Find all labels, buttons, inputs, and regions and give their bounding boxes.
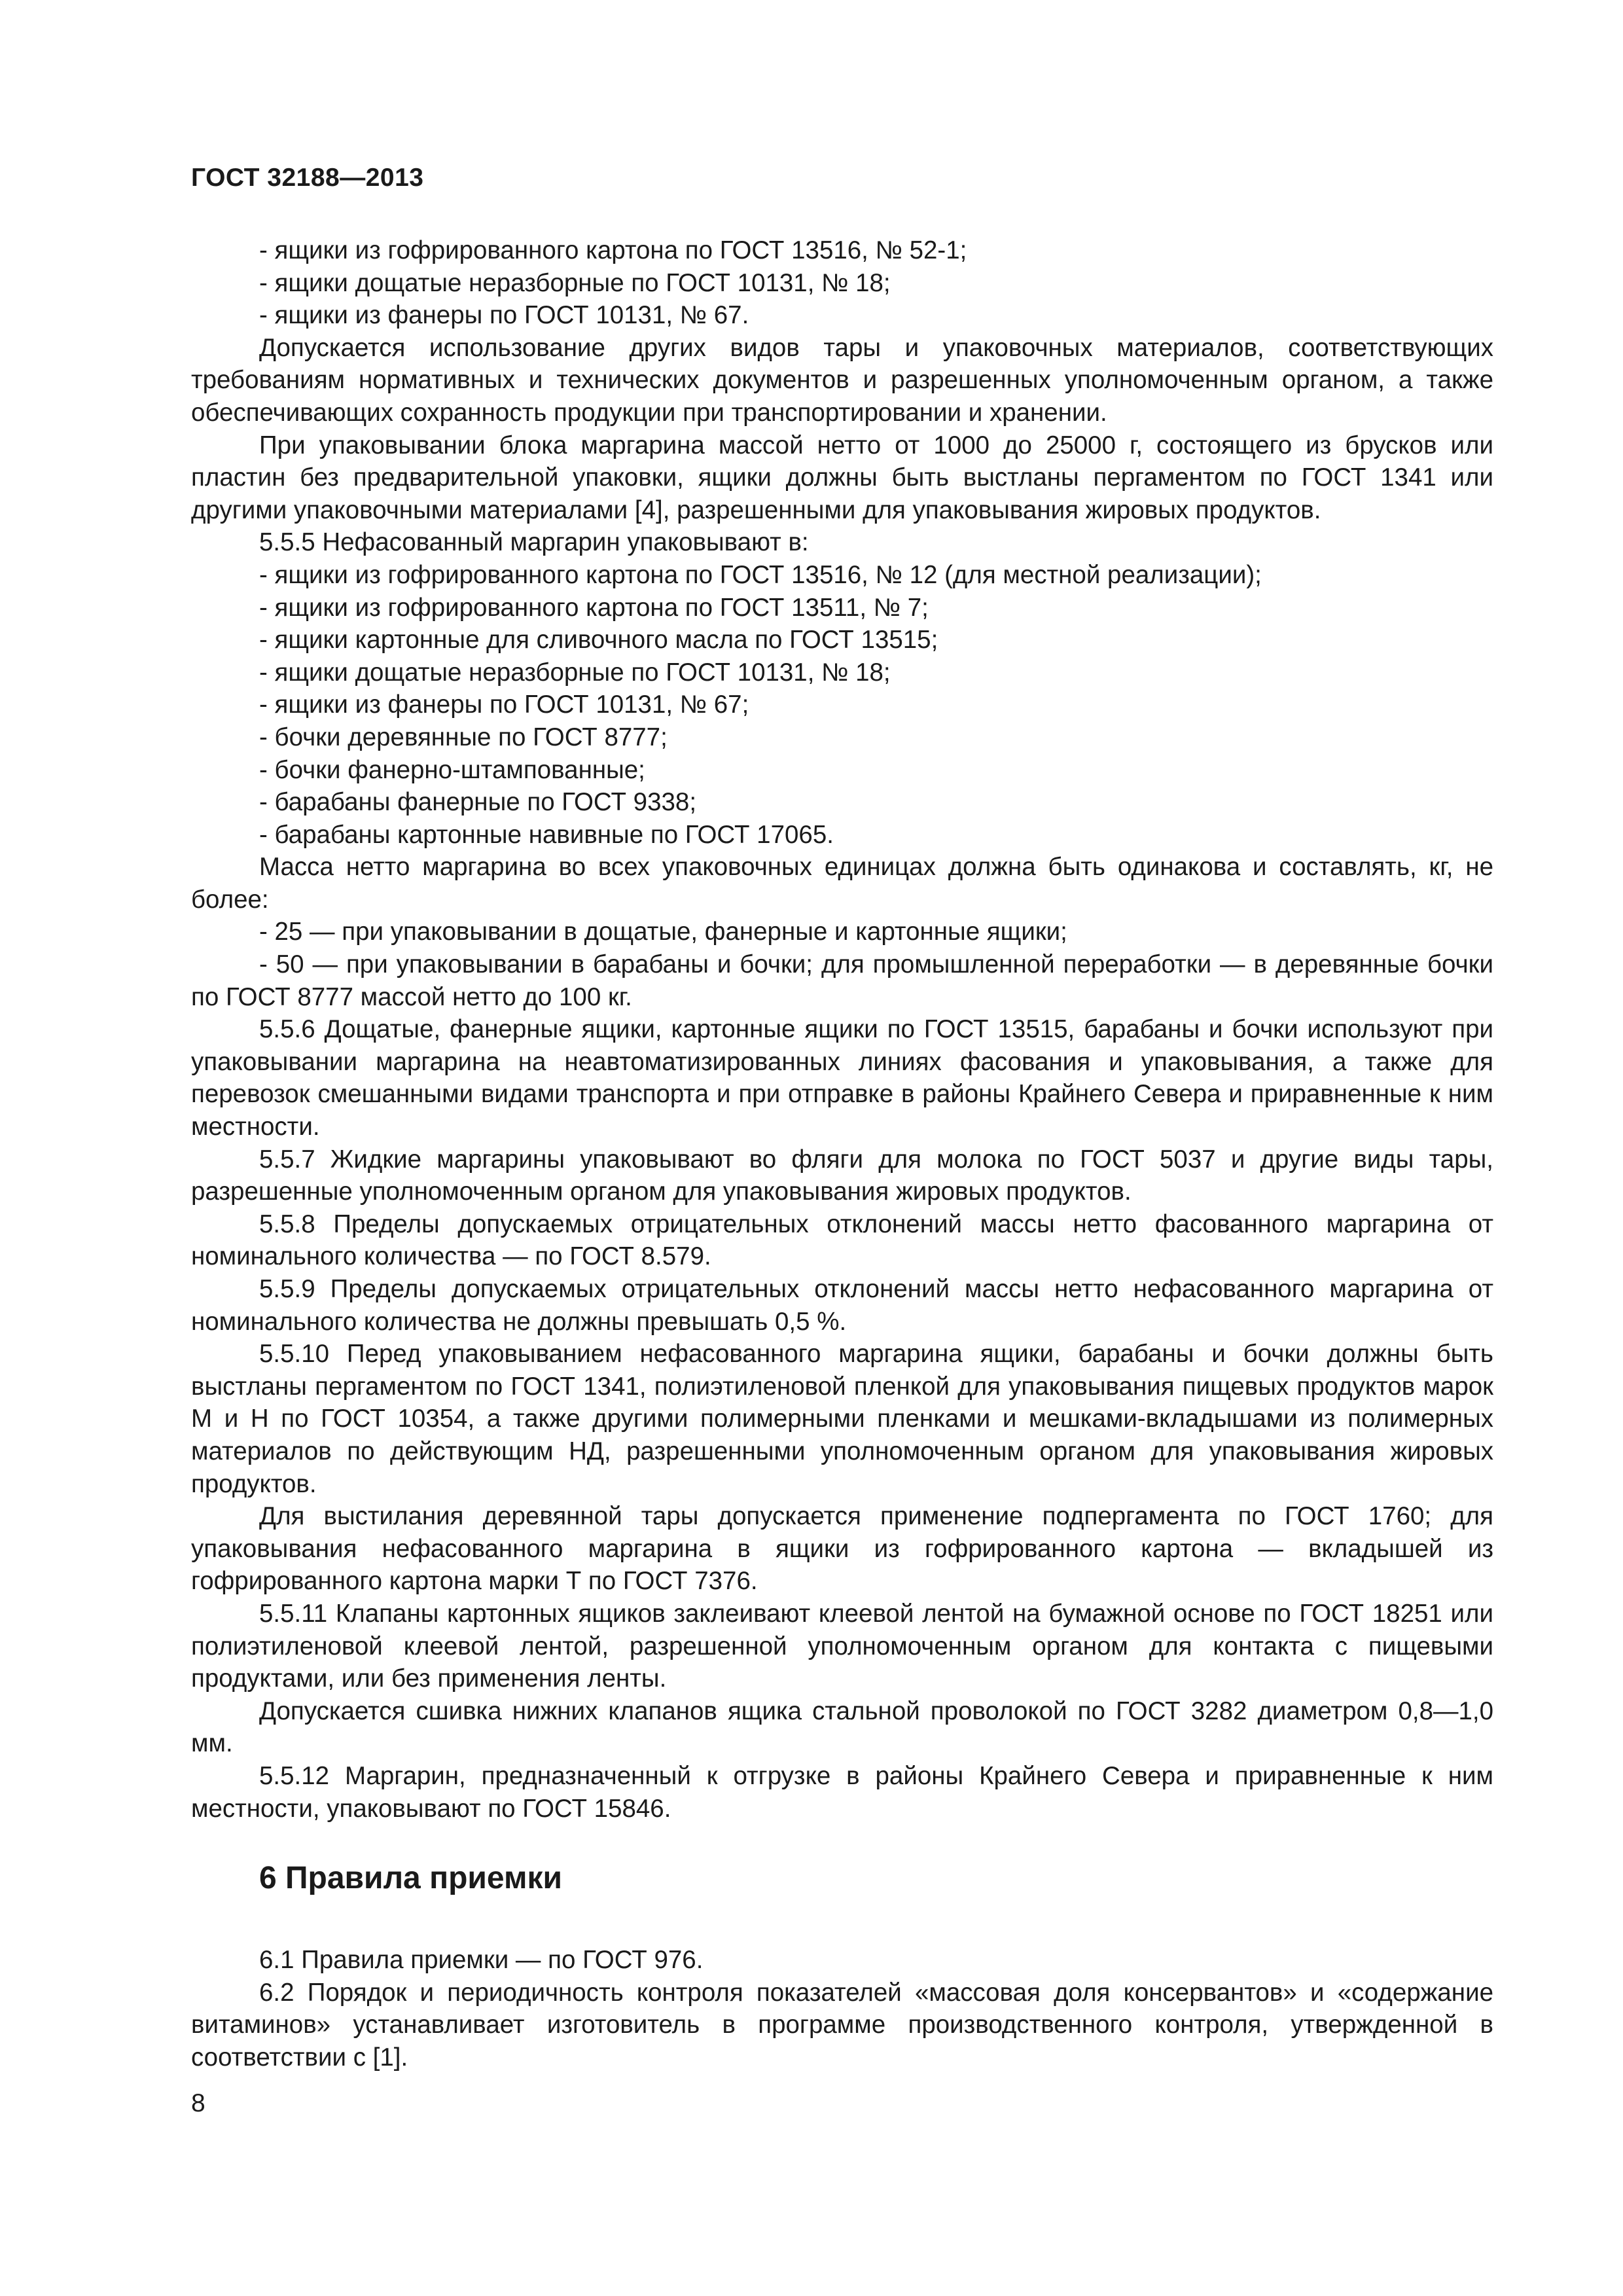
paragraph: 5.5.8 Пределы допускаемых отрицательных отклонений массы нетто фасованного маргарина от номинального количества — по ГОСТ 8.579. [191,1210,1493,1271]
paragraph: 6.1 Правила приемки — по ГОСТ 976. [259,1946,704,1975]
paragraph: 5.5.6 Дощатые, фанерные ящики, картонные ящики по ГОСТ 13515, барабаны и бочки используют при упаковывании маргарина на неавтоматизированных линиях фасования и упаковывания, а также для перевозок смешанными видами транспорта и при отправке в районы Крайнего Севера и приравненные к ним местности. [191,1015,1493,1141]
section-title: 6 Правила приемки [259,1861,563,1896]
paragraph: - ящики картонные для сливочного масла по ГОСТ 13515; [259,626,938,655]
paragraph: - ящики дощатые неразборные по ГОСТ 10131, № 18; [259,658,891,687]
paragraph: - барабаны фанерные по ГОСТ 9338; [259,788,697,817]
paragraph: При упаковывании блока маргарина массой нетто от 1000 до 25000 г, состоящего из брусков или пластин без предварительной упаковки, ящики должны быть выстланы пергаментом по ГОСТ 1341 или другими упаковочными материалами [4], разрешенными для упаковывания жировых продуктов. [191,431,1493,524]
paragraph: - 50 — при упаковывании в барабаны и бочки; для промышленной переработки — в деревянные бочки по ГОСТ 8777 массой нетто до 100 кг. [191,950,1493,1011]
paragraph: Масса нетто маргарина во всех упаковочных единицах должна быть одинакова и составлять, кг, не более: [191,853,1493,914]
paragraph: - барабаны картонные навивные по ГОСТ 17065. [259,820,834,849]
paragraph: 5.5.11 Клапаны картонных ящиков заклеивают клеевой лентой на бумажной основе по ГОСТ 18251 или полиэтиленовой клеевой лентой, разрешенной уполномоченным органом для контакта с пищевыми продуктами, или без применения ленты. [191,1599,1493,1693]
paragraph: - ящики из гофрированного картона по ГОСТ 13516, № 52-1; [259,236,967,264]
paragraph: - 25 — при упаковывании в дощатые, фанерные и картонные ящики; [259,918,1067,946]
paragraph: 5.5.10 Перед упаковыванием нефасованного маргарина ящики, барабаны и бочки должны быть выстланы пергаментом по ГОСТ 1341, полиэтиленовой пленкой для упаковывания пищевых продуктов марок М и Н по ГОСТ 10354, а также другими полимерными пленками и мешками-вкладышами из полимерных материалов по действующим НД, разрешенными уполномоченным органом для упаковывания жировых продуктов. [191,1340,1493,1498]
paragraph: - бочки фанерно-штампованные; [259,755,645,784]
paragraph: 5.5.12 Маргарин, предназначенный к отгрузке в районы Крайнего Севера и приравненные к ним местности, упаковывают по ГОСТ 15846. [191,1761,1493,1823]
paragraph: 5.5.5 Нефасованный маргарин упаковывают в: [259,528,809,557]
paragraph: - ящики из фанеры по ГОСТ 10131, № 67. [259,301,749,330]
paragraph: 6.2 Порядок и периодичность контроля показателей «массовая доля консервантов» и «содержание витаминов» устанавливает изготовитель в программе производственного контроля, утвержденной в соответствии с [1]. [191,1978,1493,2072]
paragraph: - ящики из гофрированного картона по ГОСТ 13516, № 12 (для местной реализации); [259,560,1262,589]
page-number: 8 [191,2089,205,2117]
paragraph: Для выстилания деревянной тары допускается применение подпергамента по ГОСТ 1760; для упаковывания нефасованного маргарина в ящики из гофрированного картона — вкладышей из гофрированного картона марки Т по ГОСТ 7376. [191,1502,1493,1596]
document-body [191,234,1493,2073]
paragraph: 5.5.7 Жидкие маргарины упаковывают во фляги для молока по ГОСТ 5037 и другие виды тары, разрешенные уполномоченным органом для упаковывания жировых продуктов. [191,1145,1493,1206]
paragraph: Допускается сшивка нижних клапанов ящика стальной проволокой по ГОСТ 3282 диаметром 0,8—1,0 мм. [191,1696,1493,1758]
paragraph: - ящики из фанеры по ГОСТ 10131, № 67; [259,691,749,719]
paragraph: - ящики из гофрированного картона по ГОСТ 13511, № 7; [259,593,929,622]
document-header: ГОСТ 32188—2013 [191,164,424,192]
paragraph: - ящики дощатые неразборные по ГОСТ 10131, № 18; [259,268,891,297]
paragraph: - бочки деревянные по ГОСТ 8777; [259,723,668,751]
paragraph: 5.5.9 Пределы допускаемых отрицательных отклонений массы нетто нефасованного маргарина от номинального количества не должны превышать 0,5 %. [191,1275,1493,1336]
paragraph: Допускается использование других видов тары и упаковочных материалов, соответствующих требованиям нормативных и технических документов и разрешенных уполномоченным органом, а также обеспечивающих сохранность продукции при транспортировании и хранении. [191,333,1493,427]
